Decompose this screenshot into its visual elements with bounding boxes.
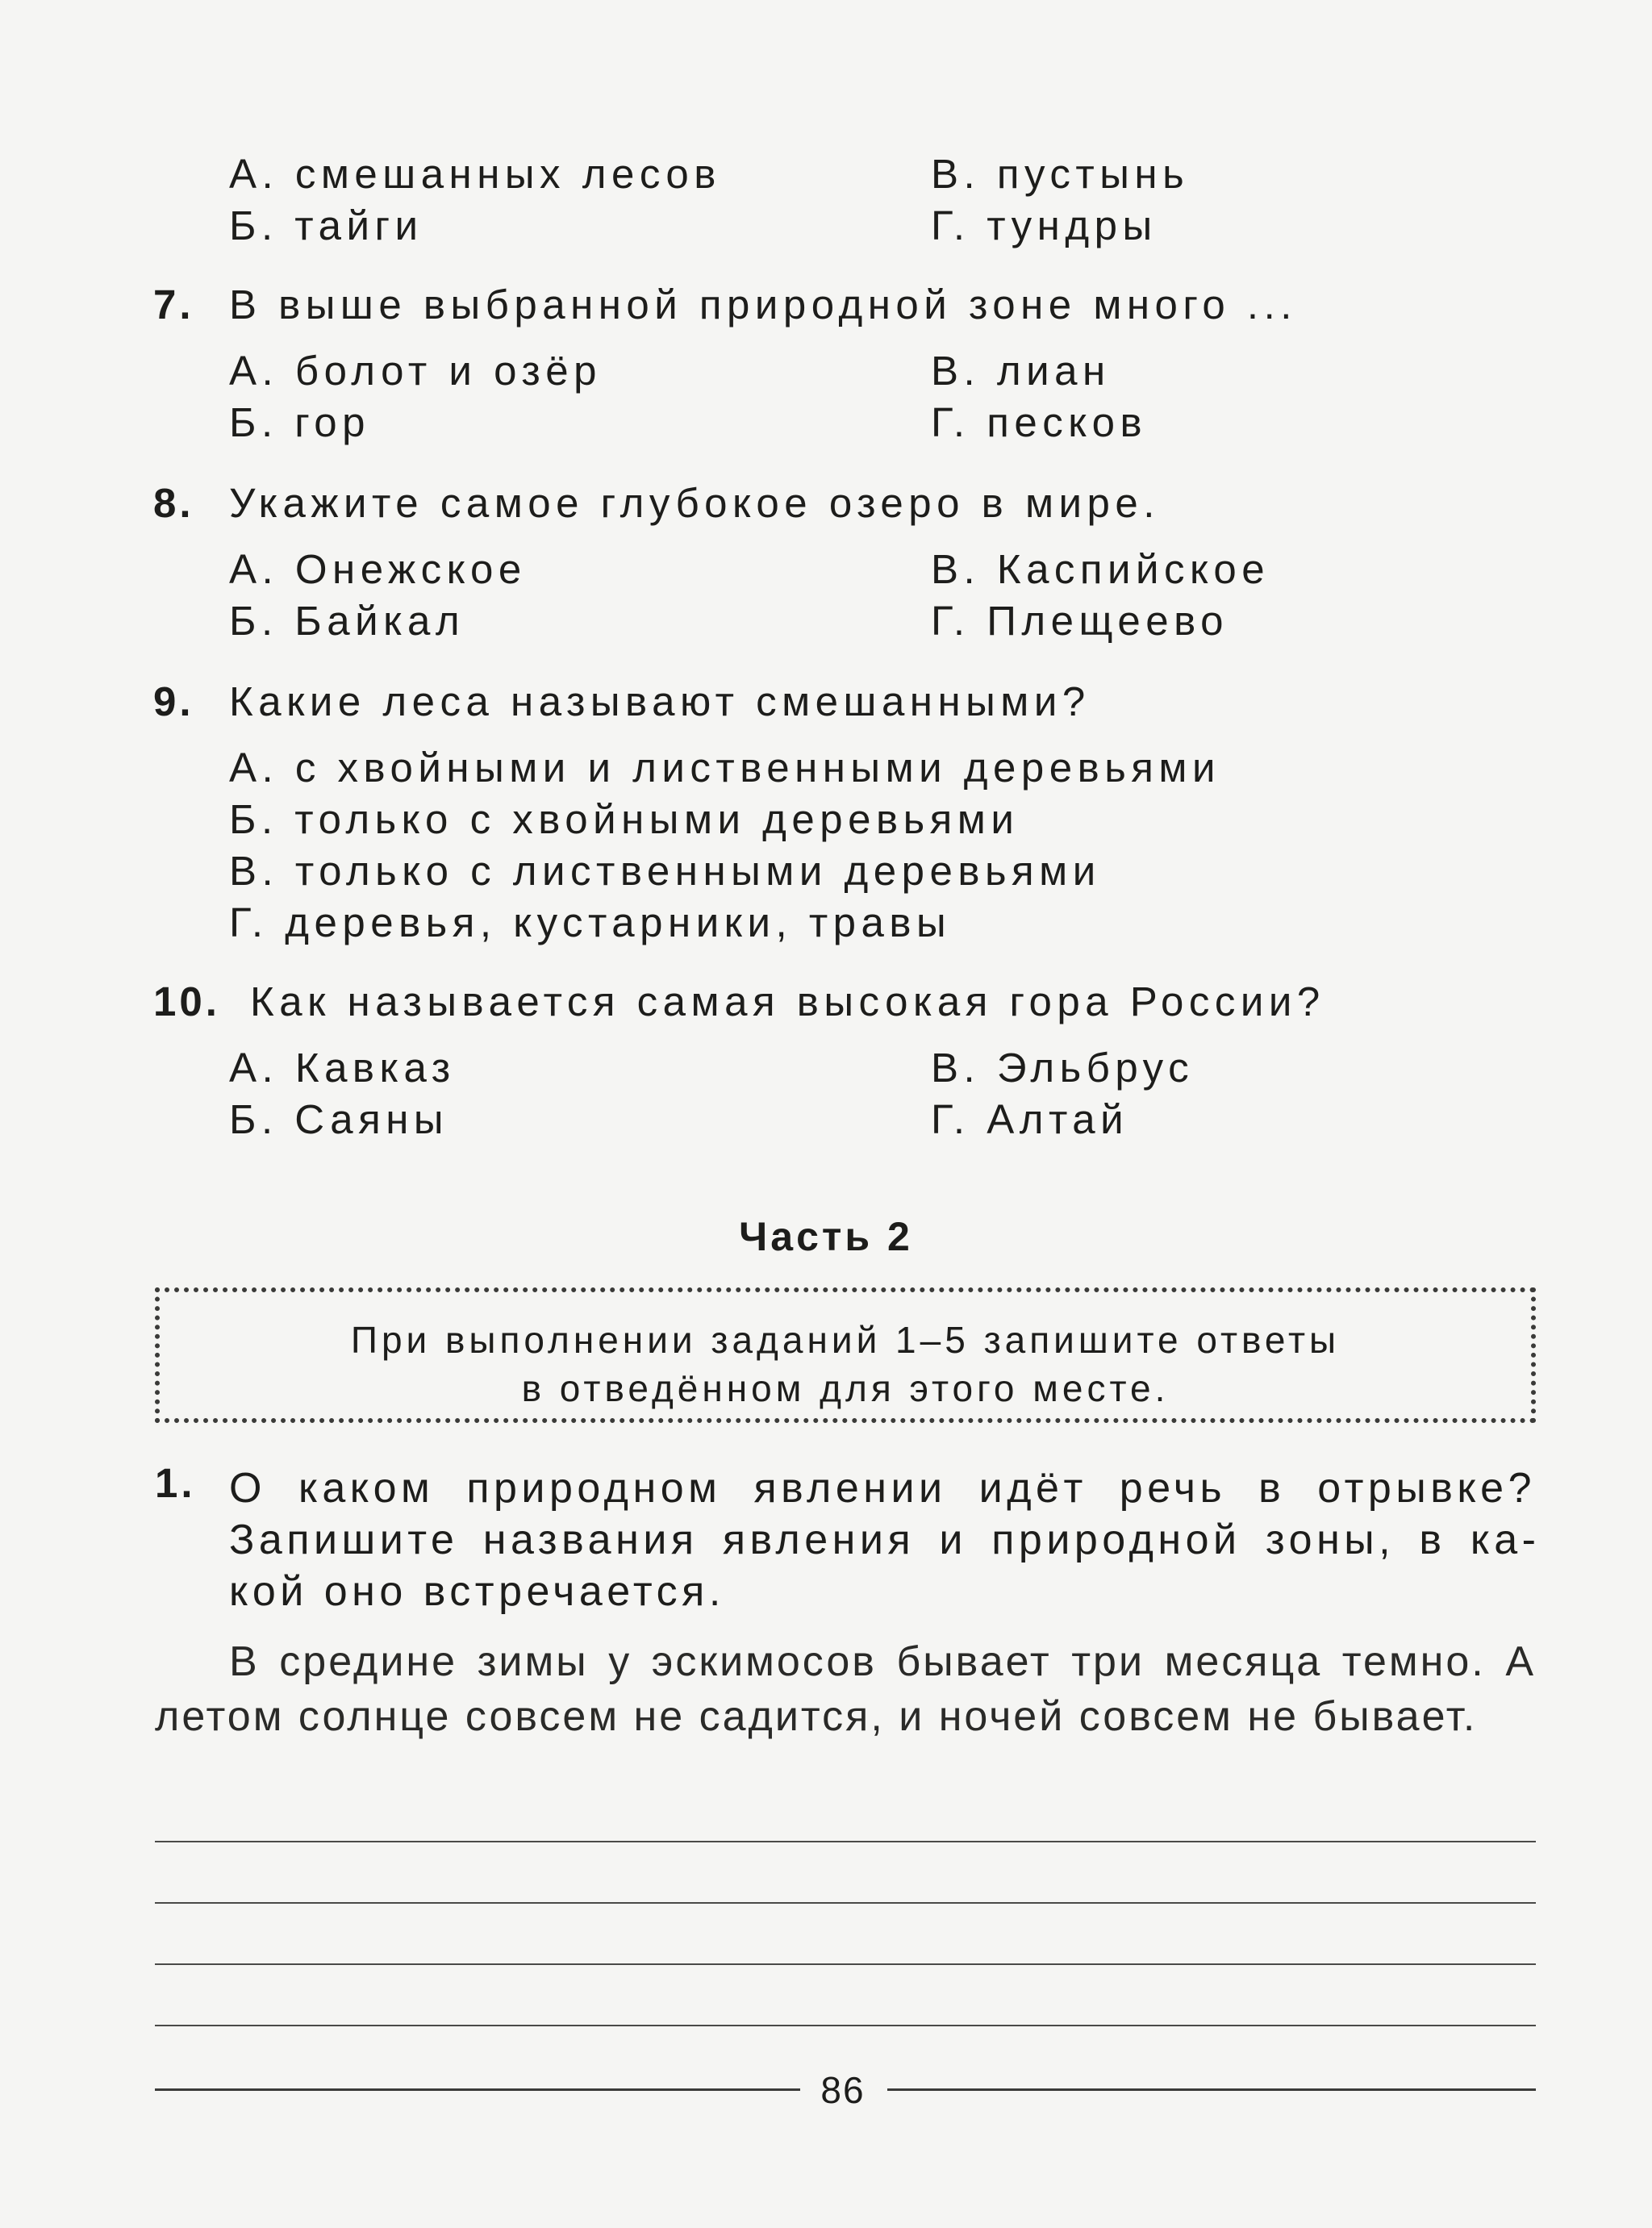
q8-option-g: Г. Плещеево (931, 598, 1229, 644)
answer-line[interactable] (155, 1963, 1536, 1965)
footer-rule-right (887, 2088, 1536, 2091)
page-number: 86 (820, 2069, 866, 2111)
p2q1-text: О каком природном явлении идёт речь в отрывке? Запишите названия явления и природной зоны, в какой оно встречается. (229, 1465, 1536, 1615)
q10-number: 10. (153, 978, 220, 1024)
answer-line[interactable] (155, 1902, 1536, 1904)
q6-option-v: В. пустынь (931, 151, 1190, 197)
answer-line[interactable] (155, 2025, 1536, 2026)
q7-option-v: В. лиан (931, 348, 1111, 394)
q9-option-g: Г. деревья, кустарники, травы (229, 899, 952, 945)
p2q1-number: 1. (155, 1460, 196, 1506)
q9-option-v: В. только с лиственными деревьями (229, 848, 1101, 894)
q10-option-b: Б. Саяны (229, 1096, 449, 1142)
q6-option-a: А. смешанных лесов (229, 151, 721, 197)
q10-option-a: А. Кавказ (229, 1045, 456, 1091)
q8-number: 8. (153, 480, 194, 526)
q10-text: Как называется самая высокая гора России? (250, 978, 1325, 1024)
q7-option-a: А. болот и озёр (229, 348, 602, 394)
instruction-box (155, 1287, 1536, 1423)
q7-number: 7. (153, 282, 194, 328)
q6-option-b: Б. тайги (229, 202, 423, 248)
q7-text: В выше выбранной природной зоне много ... (229, 282, 1297, 328)
q10-option-g: Г. Алтай (931, 1096, 1129, 1142)
q7-option-g: Г. песков (931, 399, 1148, 445)
q8-option-v: В. Каспийское (931, 546, 1270, 592)
q8-option-a: А. Онежское (229, 546, 527, 592)
q9-option-b: Б. только с хвойными деревьями (229, 796, 1020, 842)
part2-heading: Часть 2 (739, 1214, 913, 1259)
q8-option-b: Б. Байкал (229, 598, 465, 644)
footer-rule-left (155, 2088, 800, 2091)
q9-option-a: А. с хвойными и лиственными деревьями (229, 745, 1220, 791)
q9-number: 9. (153, 678, 194, 724)
q7-option-b: Б. гор (229, 399, 371, 445)
instruction-line-1: При выполнении заданий 1–5 запишите ответы (350, 1319, 1341, 1361)
answer-line[interactable] (155, 1841, 1536, 1842)
q8-text: Укажите самое глубокое озеро в мире. (229, 480, 1160, 526)
q10-option-v: В. Эльбрус (931, 1045, 1195, 1091)
q6-option-g: Г. тундры (931, 202, 1158, 248)
p2q1-passage: В средине зимы у эскимосов бывает три месяца темно. А летом солнце совсем не садится, и ночей совсем не бывает. (155, 1638, 1536, 1740)
instruction-line-2: в отведённом для этого месте. (521, 1367, 1170, 1409)
q9-text: Какие леса называют смешанными? (229, 678, 1091, 724)
